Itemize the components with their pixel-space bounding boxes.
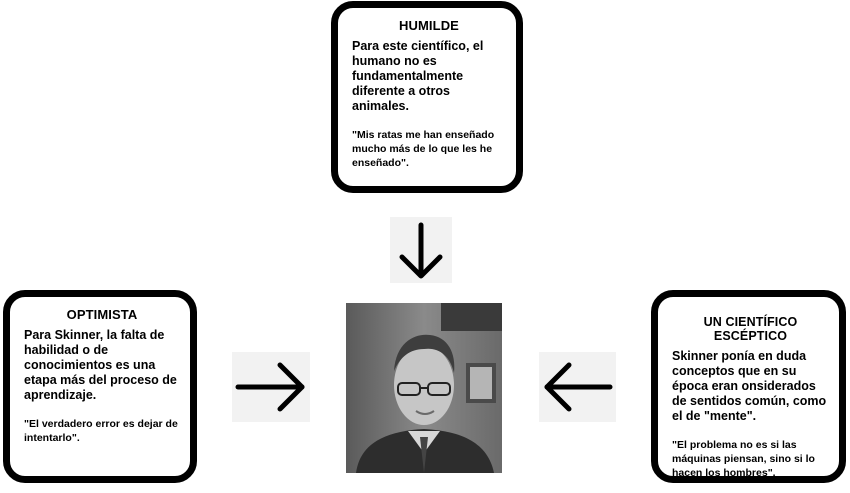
card-title: HUMILDE xyxy=(399,18,459,33)
arrow-left-icon xyxy=(539,352,616,422)
card-title: OPTIMISTA xyxy=(66,307,138,322)
card-title: UN CIENTÍFICO ESCÉPTICO xyxy=(703,315,798,343)
card-quote: "Mis ratas me han enseñado mucho más de lo que les he enseñado". xyxy=(352,129,495,169)
portrait-photo xyxy=(346,303,502,473)
arrow-right-icon xyxy=(232,352,310,422)
card-body: Para Skinner, la falta de habilidad o de conocimientos es una etapa más del proceso de aprendizaje. xyxy=(24,328,177,402)
card-humilde xyxy=(331,1,523,193)
card-body: Para este científico, el humano no es fundamentalmente diferente a otros animales. xyxy=(352,39,484,113)
card-quote: "El verdadero error es dejar de intentarlo". xyxy=(24,418,178,444)
card-body: Skinner ponía en duda conceptos que en su época eran onsiderados de sentidos común, como el de "mente". xyxy=(672,349,827,423)
arrow-down-icon xyxy=(390,217,452,283)
card-quote: "El problema no es si las máquinas piensan, sino si lo hacen los hombres". xyxy=(672,439,815,479)
card-optimista xyxy=(3,290,197,483)
card-esceptico xyxy=(651,290,846,483)
